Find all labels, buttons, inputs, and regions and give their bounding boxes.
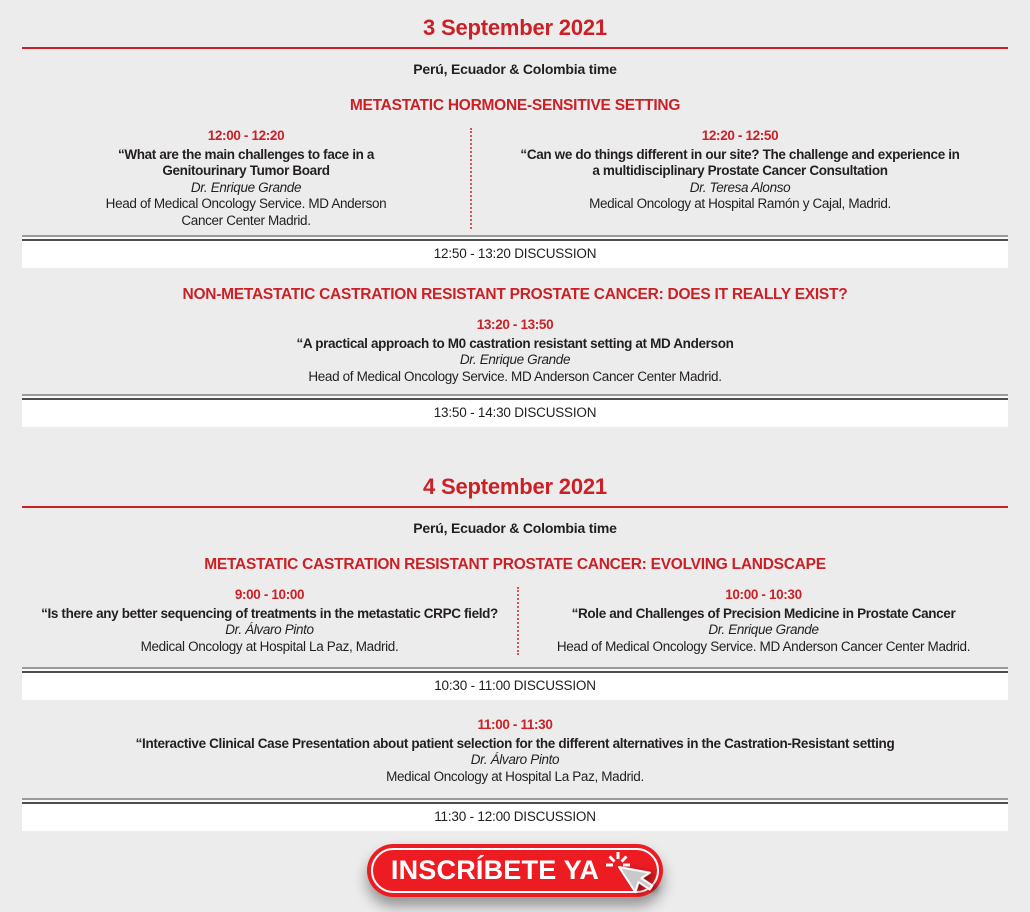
discussion-label: 10:30 - 11:00 DISCUSSION: [22, 673, 1008, 700]
discussion-band: [22, 235, 1008, 268]
session-affiliation: Head of Medical Oncology Service. MD Anderson Cancer Center Madrid.: [105, 196, 387, 228]
session-speaker: Dr. Enrique Grande: [708, 622, 819, 637]
day-2-section: [0, 427, 1030, 831]
session-time: 9:00 - 10:00: [234, 587, 305, 602]
session-card: [22, 717, 1008, 785]
session-title: “Can we do things different in our site? The challenge and experience in a multidisciplinary Prostate Cancer Consultation: [520, 146, 960, 178]
day-2-session-columns: [22, 587, 1008, 655]
session-card: [22, 587, 517, 655]
discussion-label: 13:50 - 14:30 DISCUSSION: [22, 400, 1008, 427]
session-card: [517, 587, 1008, 655]
cta-row: [0, 844, 1030, 897]
discussion-label: 12:50 - 13:20 DISCUSSION: [22, 241, 1008, 268]
session-time: 10:00 - 10:30: [725, 587, 802, 602]
session-speaker: Dr. Enrique Grande: [190, 179, 302, 195]
session-card: [22, 317, 1008, 385]
day-2-title-rule: [22, 506, 1008, 508]
day-1-heading-1: METASTATIC HORMONE-SENSITIVE SETTING: [349, 97, 681, 114]
session-affiliation: Head of Medical Oncology Service. MD Anderson Cancer Center Madrid.: [308, 368, 722, 384]
session-speaker: Dr. Enrique Grande: [459, 352, 571, 367]
session-affiliation: Medical Oncology at Hospital La Paz, Madrid.: [140, 638, 399, 654]
session-title: “What are the main challenges to face in a Genitourinary Tumor Board: [117, 146, 375, 178]
session-affiliation: Head of Medical Oncology Service. MD Anderson Cancer Center Madrid.: [556, 638, 971, 654]
session-title: “Role and Challenges of Precision Medicine in Prostate Cancer: [571, 605, 956, 621]
session-title: “A practical approach to M0 castration resistant setting at MD Anderson: [296, 335, 734, 351]
day-2-title: 4 September 2021: [423, 474, 607, 499]
day-1-session-columns: [22, 128, 1008, 229]
session-card: [22, 128, 470, 229]
discussion-label: 11:30 - 12:00 DISCUSSION: [22, 804, 1008, 831]
day-1-title-rule: [22, 47, 1008, 49]
day-1-title: 3 September 2021: [423, 15, 607, 40]
inscribete-label: INSCRÍBETE YA: [390, 855, 600, 885]
day-1-timezone: Perú, Ecuador & Colombia time: [413, 61, 617, 77]
session-time: 12:20 - 12:50: [701, 128, 779, 143]
session-time: 11:00 - 11:30: [477, 717, 553, 732]
session-card: [470, 128, 1008, 229]
session-affiliation: Medical Oncology at Hospital Ramón y Cajal, Madrid.: [589, 196, 891, 211]
session-time: 12:00 - 12:20: [207, 128, 285, 143]
session-speaker: Dr. Álvaro Pinto: [225, 622, 314, 637]
session-speaker: Dr. Teresa Alonso: [689, 179, 791, 195]
inscribete-button[interactable]: [367, 844, 663, 897]
discussion-band: [22, 798, 1008, 831]
discussion-band: [22, 394, 1008, 427]
session-affiliation: Medical Oncology at Hospital La Paz, Madrid.: [386, 768, 644, 784]
session-time: 13:20 - 13:50: [476, 317, 554, 332]
day-2-heading-1: METASTATIC CASTRATION RESISTANT PROSTATE CANCER: EVOLVING LANDSCAPE: [204, 556, 826, 573]
session-title: “Interactive Clinical Case Presentation about patient selection for the different alternatives in the Castration-Resistant setting: [135, 735, 895, 751]
discussion-band: [22, 667, 1008, 700]
day-1-section: [0, 0, 1030, 427]
session-speaker: Dr. Álvaro Pinto: [470, 752, 560, 767]
day-2-timezone: Perú, Ecuador & Colombia time: [413, 520, 617, 536]
session-title: “Is there any better sequencing of treatments in the metastatic CRPC field?: [41, 605, 498, 621]
day-1-heading-2: NON-METASTATIC CASTRATION RESISTANT PROSTATE CANCER: DOES IT REALLY EXIST?: [182, 286, 848, 303]
